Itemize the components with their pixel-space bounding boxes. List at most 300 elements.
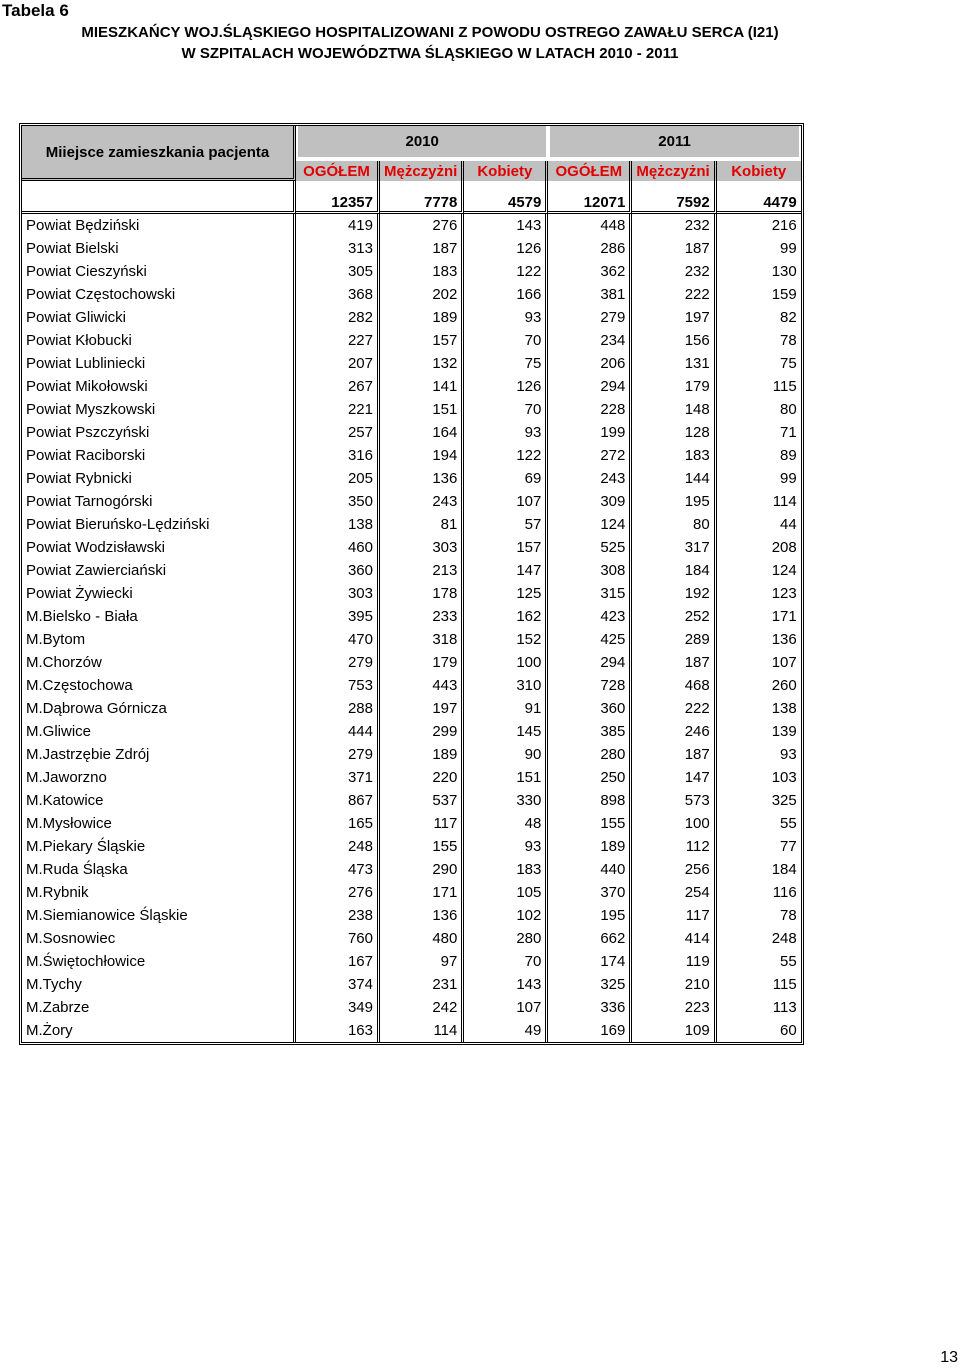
value-cell: 107 bbox=[464, 490, 548, 513]
value-cell: 443 bbox=[380, 674, 464, 697]
value-cell: 159 bbox=[771, 286, 797, 303]
row-place-name: M.Mysłowice bbox=[22, 812, 296, 835]
value-cell: 294 bbox=[548, 375, 632, 398]
value-cell: 97 bbox=[380, 950, 464, 973]
value-cell: 141 bbox=[380, 375, 464, 398]
table-row bbox=[22, 352, 801, 375]
value-cell: 99 bbox=[780, 240, 797, 257]
value-cell: 48 bbox=[464, 812, 548, 835]
value-cell: 126 bbox=[464, 375, 548, 398]
value-cell: 70 bbox=[464, 950, 548, 973]
value-cell: 179 bbox=[632, 375, 716, 398]
table-row bbox=[22, 927, 801, 950]
value-cell: 234 bbox=[548, 329, 632, 352]
table-row bbox=[22, 490, 801, 513]
value-cell: 313 bbox=[296, 237, 380, 260]
row-place-name: M.Gliwice bbox=[22, 720, 296, 743]
value-cell: 115 bbox=[772, 976, 797, 993]
value-cell: 124 bbox=[548, 513, 632, 536]
value-cell: 233 bbox=[380, 605, 464, 628]
value-cell: 440 bbox=[548, 858, 632, 881]
total-cell: 12357 bbox=[296, 181, 380, 214]
value-cell: 728 bbox=[548, 674, 632, 697]
value-cell: 178 bbox=[380, 582, 464, 605]
value-cell: 123 bbox=[771, 585, 797, 602]
value-cell: 360 bbox=[296, 559, 380, 582]
value-cell: 248 bbox=[296, 835, 380, 858]
value-cell: 272 bbox=[548, 444, 632, 467]
value-cell: 276 bbox=[296, 881, 380, 904]
value-cell: 216 bbox=[771, 217, 797, 234]
row-place-name: Powiat Myszkowski bbox=[22, 398, 296, 421]
value-cell: 202 bbox=[380, 283, 464, 306]
row-place-name: M.Bytom bbox=[22, 628, 296, 651]
value-cell: 131 bbox=[632, 352, 716, 375]
row-place-name: Powiat Raciborski bbox=[22, 444, 296, 467]
table-row bbox=[22, 398, 801, 421]
value-cell: 189 bbox=[548, 835, 632, 858]
value-cell: 243 bbox=[380, 490, 464, 513]
value-cell: 257 bbox=[296, 421, 380, 444]
table-row bbox=[22, 605, 801, 628]
value-cell: 573 bbox=[632, 789, 716, 812]
value-cell: 232 bbox=[632, 214, 716, 237]
value-cell: 126 bbox=[464, 237, 548, 260]
value-cell: 336 bbox=[548, 996, 632, 1019]
value-cell: 90 bbox=[464, 743, 548, 766]
value-cell: 183 bbox=[632, 444, 716, 467]
row-place-name: Powiat Pszczyński bbox=[22, 421, 296, 444]
value-cell: 444 bbox=[296, 720, 380, 743]
value-cell: 57 bbox=[464, 513, 548, 536]
value-cell: 189 bbox=[380, 743, 464, 766]
value-cell: 184 bbox=[632, 559, 716, 582]
value-cell: 93 bbox=[464, 421, 548, 444]
value-cell: 69 bbox=[464, 467, 548, 490]
value-cell: 448 bbox=[548, 214, 632, 237]
value-cell: 221 bbox=[296, 398, 380, 421]
place-column-header: Miiejsce zamieszkania pacjenta bbox=[22, 126, 296, 181]
value-cell: 75 bbox=[464, 352, 548, 375]
table-row bbox=[22, 306, 801, 329]
value-cell: 77 bbox=[780, 838, 797, 855]
value-cell: 128 bbox=[632, 421, 716, 444]
table-row bbox=[22, 513, 801, 536]
value-cell: 238 bbox=[296, 904, 380, 927]
value-cell: 130 bbox=[771, 263, 797, 280]
page-title bbox=[0, 22, 860, 64]
value-cell: 151 bbox=[380, 398, 464, 421]
page-number: 13 bbox=[940, 1349, 958, 1366]
table-row bbox=[22, 835, 801, 858]
value-cell: 183 bbox=[380, 260, 464, 283]
table-row bbox=[22, 237, 801, 260]
value-cell: 145 bbox=[464, 720, 548, 743]
value-cell: 425 bbox=[548, 628, 632, 651]
value-cell: 228 bbox=[548, 398, 632, 421]
value-cell: 157 bbox=[380, 329, 464, 352]
value-cell: 414 bbox=[632, 927, 716, 950]
value-cell: 213 bbox=[380, 559, 464, 582]
value-cell: 144 bbox=[632, 467, 716, 490]
value-cell: 117 bbox=[380, 812, 464, 835]
value-cell: 55 bbox=[780, 953, 797, 970]
value-cell: 71 bbox=[780, 424, 797, 441]
value-cell: 350 bbox=[296, 490, 380, 513]
row-place-name: M.Chorzów bbox=[22, 651, 296, 674]
totals-row bbox=[22, 181, 801, 214]
value-cell: 166 bbox=[464, 283, 548, 306]
value-cell: 199 bbox=[548, 421, 632, 444]
table-row bbox=[22, 720, 801, 743]
row-place-name: M.Jastrzębie Zdrój bbox=[22, 743, 296, 766]
value-cell: 208 bbox=[771, 539, 797, 556]
value-cell: 78 bbox=[780, 332, 797, 349]
value-cell: 103 bbox=[771, 769, 797, 786]
row-place-name: M.Zabrze bbox=[22, 996, 296, 1019]
table-row bbox=[22, 421, 801, 444]
value-cell: 93 bbox=[780, 746, 797, 763]
value-cell: 70 bbox=[464, 329, 548, 352]
value-cell: 81 bbox=[380, 513, 464, 536]
total-cell: 7778 bbox=[380, 181, 464, 214]
value-cell: 152 bbox=[464, 628, 548, 651]
value-cell: 867 bbox=[296, 789, 380, 812]
value-cell: 187 bbox=[632, 651, 716, 674]
table-row bbox=[22, 973, 801, 996]
value-cell: 163 bbox=[296, 1019, 380, 1042]
value-cell: 99 bbox=[780, 470, 797, 487]
row-place-name: Powiat Wodzisławski bbox=[22, 536, 296, 559]
value-cell: 114 bbox=[772, 493, 797, 510]
table-row bbox=[22, 789, 801, 812]
value-cell: 381 bbox=[548, 283, 632, 306]
row-place-name: M.Siemianowice Śląskie bbox=[22, 904, 296, 927]
value-cell: 80 bbox=[780, 401, 797, 418]
value-cell: 151 bbox=[464, 766, 548, 789]
value-cell: 362 bbox=[548, 260, 632, 283]
value-cell: 252 bbox=[632, 605, 716, 628]
table-row bbox=[22, 812, 801, 835]
value-cell: 222 bbox=[632, 283, 716, 306]
value-cell: 308 bbox=[548, 559, 632, 582]
value-cell: 242 bbox=[380, 996, 464, 1019]
value-cell: 162 bbox=[464, 605, 548, 628]
value-cell: 171 bbox=[380, 881, 464, 904]
value-cell: 91 bbox=[464, 697, 548, 720]
row-place-name: M.Częstochowa bbox=[22, 674, 296, 697]
table-row bbox=[22, 697, 801, 720]
row-place-name: M.Ruda Śląska bbox=[22, 858, 296, 881]
value-cell: 109 bbox=[632, 1019, 716, 1042]
value-cell: 187 bbox=[632, 237, 716, 260]
value-cell: 279 bbox=[296, 743, 380, 766]
value-cell: 317 bbox=[632, 536, 716, 559]
value-cell: 205 bbox=[296, 467, 380, 490]
value-cell: 119 bbox=[632, 950, 716, 973]
value-cell: 370 bbox=[548, 881, 632, 904]
value-cell: 107 bbox=[464, 996, 548, 1019]
value-cell: 303 bbox=[380, 536, 464, 559]
value-cell: 473 bbox=[296, 858, 380, 881]
value-cell: 480 bbox=[380, 927, 464, 950]
value-cell: 222 bbox=[632, 697, 716, 720]
value-cell: 385 bbox=[548, 720, 632, 743]
value-cell: 184 bbox=[771, 861, 797, 878]
value-cell: 115 bbox=[772, 378, 797, 395]
value-cell: 114 bbox=[380, 1019, 464, 1042]
value-cell: 49 bbox=[464, 1019, 548, 1042]
total-cell: 4579 bbox=[464, 181, 548, 214]
table-row bbox=[22, 559, 801, 582]
value-cell: 662 bbox=[548, 927, 632, 950]
value-cell: 318 bbox=[380, 628, 464, 651]
value-cell: 195 bbox=[548, 904, 632, 927]
value-cell: 898 bbox=[548, 789, 632, 812]
row-place-name: Powiat Lubliniecki bbox=[22, 352, 296, 375]
table-row bbox=[22, 904, 801, 927]
table-row bbox=[22, 375, 801, 398]
value-cell: 122 bbox=[464, 260, 548, 283]
value-cell: 100 bbox=[632, 812, 716, 835]
hospitalization-table bbox=[19, 123, 804, 1045]
total-cell: 12071 bbox=[548, 181, 632, 214]
value-cell: 315 bbox=[548, 582, 632, 605]
value-cell: 75 bbox=[780, 355, 797, 372]
value-cell: 231 bbox=[380, 973, 464, 996]
value-cell: 395 bbox=[296, 605, 380, 628]
value-cell: 316 bbox=[296, 444, 380, 467]
value-cell: 470 bbox=[296, 628, 380, 651]
col-header-men-2011: Mężczyżni bbox=[632, 161, 716, 181]
value-cell: 309 bbox=[548, 490, 632, 513]
value-cell: 60 bbox=[780, 1022, 797, 1039]
row-place-name: Powiat Częstochowski bbox=[22, 283, 296, 306]
table-row bbox=[22, 996, 801, 1019]
value-cell: 280 bbox=[548, 743, 632, 766]
value-cell: 267 bbox=[296, 375, 380, 398]
value-cell: 117 bbox=[632, 904, 716, 927]
value-cell: 206 bbox=[548, 352, 632, 375]
value-cell: 189 bbox=[380, 306, 464, 329]
row-place-name: Powiat Cieszyński bbox=[22, 260, 296, 283]
value-cell: 143 bbox=[464, 214, 548, 237]
table-row bbox=[22, 858, 801, 881]
table-row bbox=[22, 260, 801, 283]
row-place-name: Powiat Kłobucki bbox=[22, 329, 296, 352]
table-row bbox=[22, 881, 801, 904]
value-cell: 187 bbox=[632, 743, 716, 766]
value-cell: 138 bbox=[296, 513, 380, 536]
table-row bbox=[22, 582, 801, 605]
value-cell: 157 bbox=[464, 536, 548, 559]
col-header-women-2011: Kobiety bbox=[717, 161, 801, 181]
value-cell: 78 bbox=[780, 907, 797, 924]
value-cell: 164 bbox=[380, 421, 464, 444]
value-cell: 290 bbox=[380, 858, 464, 881]
row-place-name: M.Dąbrowa Górnicza bbox=[22, 697, 296, 720]
value-cell: 80 bbox=[632, 513, 716, 536]
value-cell: 102 bbox=[464, 904, 548, 927]
value-cell: 113 bbox=[772, 999, 797, 1016]
value-cell: 294 bbox=[548, 651, 632, 674]
row-place-name: Powiat Zawierciański bbox=[22, 559, 296, 582]
value-cell: 220 bbox=[380, 766, 464, 789]
value-cell: 325 bbox=[771, 792, 797, 809]
col-header-total-2010: OGÓŁEM bbox=[296, 161, 380, 181]
table-row bbox=[22, 766, 801, 789]
table-row bbox=[22, 536, 801, 559]
value-cell: 286 bbox=[548, 237, 632, 260]
value-cell: 70 bbox=[464, 398, 548, 421]
value-cell: 105 bbox=[464, 881, 548, 904]
value-cell: 368 bbox=[296, 283, 380, 306]
value-cell: 260 bbox=[771, 677, 797, 694]
col-header-men-2010: Mężczyżni bbox=[380, 161, 464, 181]
value-cell: 419 bbox=[296, 214, 380, 237]
row-place-name: Powiat Bieruńsko-Lędziński bbox=[22, 513, 296, 536]
table-row bbox=[22, 651, 801, 674]
value-cell: 169 bbox=[548, 1019, 632, 1042]
value-cell: 360 bbox=[548, 697, 632, 720]
value-cell: 305 bbox=[296, 260, 380, 283]
value-cell: 207 bbox=[296, 352, 380, 375]
row-place-name: Powiat Bielski bbox=[22, 237, 296, 260]
table-row bbox=[22, 214, 801, 237]
value-cell: 753 bbox=[296, 674, 380, 697]
value-cell: 124 bbox=[771, 562, 797, 579]
value-cell: 165 bbox=[296, 812, 380, 835]
value-cell: 210 bbox=[632, 973, 716, 996]
value-cell: 147 bbox=[464, 559, 548, 582]
value-cell: 194 bbox=[380, 444, 464, 467]
row-place-name: Powiat Żywiecki bbox=[22, 582, 296, 605]
value-cell: 243 bbox=[548, 467, 632, 490]
value-cell: 310 bbox=[464, 674, 548, 697]
value-cell: 537 bbox=[380, 789, 464, 812]
value-cell: 197 bbox=[632, 306, 716, 329]
value-cell: 760 bbox=[296, 927, 380, 950]
table-label: Tabela 6 bbox=[2, 1, 69, 20]
value-cell: 171 bbox=[771, 608, 797, 625]
value-cell: 280 bbox=[464, 927, 548, 950]
value-cell: 93 bbox=[464, 835, 548, 858]
value-cell: 44 bbox=[780, 516, 797, 533]
value-cell: 192 bbox=[632, 582, 716, 605]
table-row bbox=[22, 674, 801, 697]
value-cell: 288 bbox=[296, 697, 380, 720]
value-cell: 254 bbox=[632, 881, 716, 904]
title-line-2: W SZPITALACH WOJEWÓDZTWA ŚLĄSKIEGO W LATACH 2010 - 2011 bbox=[181, 45, 679, 62]
value-cell: 187 bbox=[380, 237, 464, 260]
value-cell: 195 bbox=[632, 490, 716, 513]
table-row bbox=[22, 1019, 801, 1042]
value-cell: 148 bbox=[632, 398, 716, 421]
value-cell: 371 bbox=[296, 766, 380, 789]
row-place-name: M.Jaworzno bbox=[22, 766, 296, 789]
table-row bbox=[22, 743, 801, 766]
value-cell: 279 bbox=[296, 651, 380, 674]
value-cell: 232 bbox=[632, 260, 716, 283]
value-cell: 174 bbox=[548, 950, 632, 973]
row-place-name: M.Piekary Śląskie bbox=[22, 835, 296, 858]
value-cell: 299 bbox=[380, 720, 464, 743]
value-cell: 143 bbox=[464, 973, 548, 996]
table-row bbox=[22, 329, 801, 352]
value-cell: 330 bbox=[464, 789, 548, 812]
value-cell: 55 bbox=[780, 815, 797, 832]
value-cell: 525 bbox=[548, 536, 632, 559]
row-place-name: Powiat Rybnicki bbox=[22, 467, 296, 490]
value-cell: 303 bbox=[296, 582, 380, 605]
value-cell: 82 bbox=[780, 309, 797, 326]
value-cell: 197 bbox=[380, 697, 464, 720]
col-header-total-2011: OGÓŁEM bbox=[548, 161, 632, 181]
table-row bbox=[22, 283, 801, 306]
value-cell: 349 bbox=[296, 996, 380, 1019]
year-header-2010: 2010 bbox=[296, 126, 548, 159]
value-cell: 116 bbox=[772, 884, 797, 901]
value-cell: 325 bbox=[548, 973, 632, 996]
row-place-name: Powiat Mikołowski bbox=[22, 375, 296, 398]
value-cell: 112 bbox=[632, 835, 716, 858]
value-cell: 139 bbox=[771, 723, 797, 740]
value-cell: 279 bbox=[548, 306, 632, 329]
value-cell: 122 bbox=[464, 444, 548, 467]
value-cell: 136 bbox=[380, 904, 464, 927]
value-cell: 89 bbox=[780, 447, 797, 464]
value-cell: 223 bbox=[632, 996, 716, 1019]
value-cell: 93 bbox=[464, 306, 548, 329]
value-cell: 423 bbox=[548, 605, 632, 628]
value-cell: 468 bbox=[632, 674, 716, 697]
total-cell: 4479 bbox=[717, 181, 801, 214]
value-cell: 248 bbox=[771, 930, 797, 947]
value-cell: 374 bbox=[296, 973, 380, 996]
value-cell: 250 bbox=[548, 766, 632, 789]
table-row bbox=[22, 467, 801, 490]
value-cell: 227 bbox=[296, 329, 380, 352]
value-cell: 155 bbox=[380, 835, 464, 858]
value-cell: 246 bbox=[632, 720, 716, 743]
title-line-1: MIESZKAŃCY WOJ.ŚLĄSKIEGO HOSPITALIZOWANI Z POWODU OSTREGO ZAWAŁU SERCA (I21) bbox=[81, 24, 779, 41]
value-cell: 136 bbox=[771, 631, 797, 648]
value-cell: 167 bbox=[296, 950, 380, 973]
total-cell: 7592 bbox=[632, 181, 716, 214]
value-cell: 107 bbox=[771, 654, 797, 671]
value-cell: 183 bbox=[464, 858, 548, 881]
value-cell: 460 bbox=[296, 536, 380, 559]
col-header-women-2010: Kobiety bbox=[464, 161, 548, 181]
value-cell: 289 bbox=[632, 628, 716, 651]
value-cell: 276 bbox=[380, 214, 464, 237]
row-place-name: M.Tychy bbox=[22, 973, 296, 996]
row-place-name: M.Bielsko - Biała bbox=[22, 605, 296, 628]
value-cell: 179 bbox=[380, 651, 464, 674]
row-place-name: Powiat Gliwicki bbox=[22, 306, 296, 329]
value-cell: 156 bbox=[632, 329, 716, 352]
row-place-name: M.Rybnik bbox=[22, 881, 296, 904]
value-cell: 132 bbox=[380, 352, 464, 375]
value-cell: 282 bbox=[296, 306, 380, 329]
value-cell: 147 bbox=[632, 766, 716, 789]
table-row bbox=[22, 628, 801, 651]
row-place-name: M.Świętochłowice bbox=[22, 950, 296, 973]
year-header-2011: 2011 bbox=[548, 126, 800, 159]
value-cell: 100 bbox=[464, 651, 548, 674]
value-cell: 125 bbox=[464, 582, 548, 605]
value-cell: 138 bbox=[771, 700, 797, 717]
